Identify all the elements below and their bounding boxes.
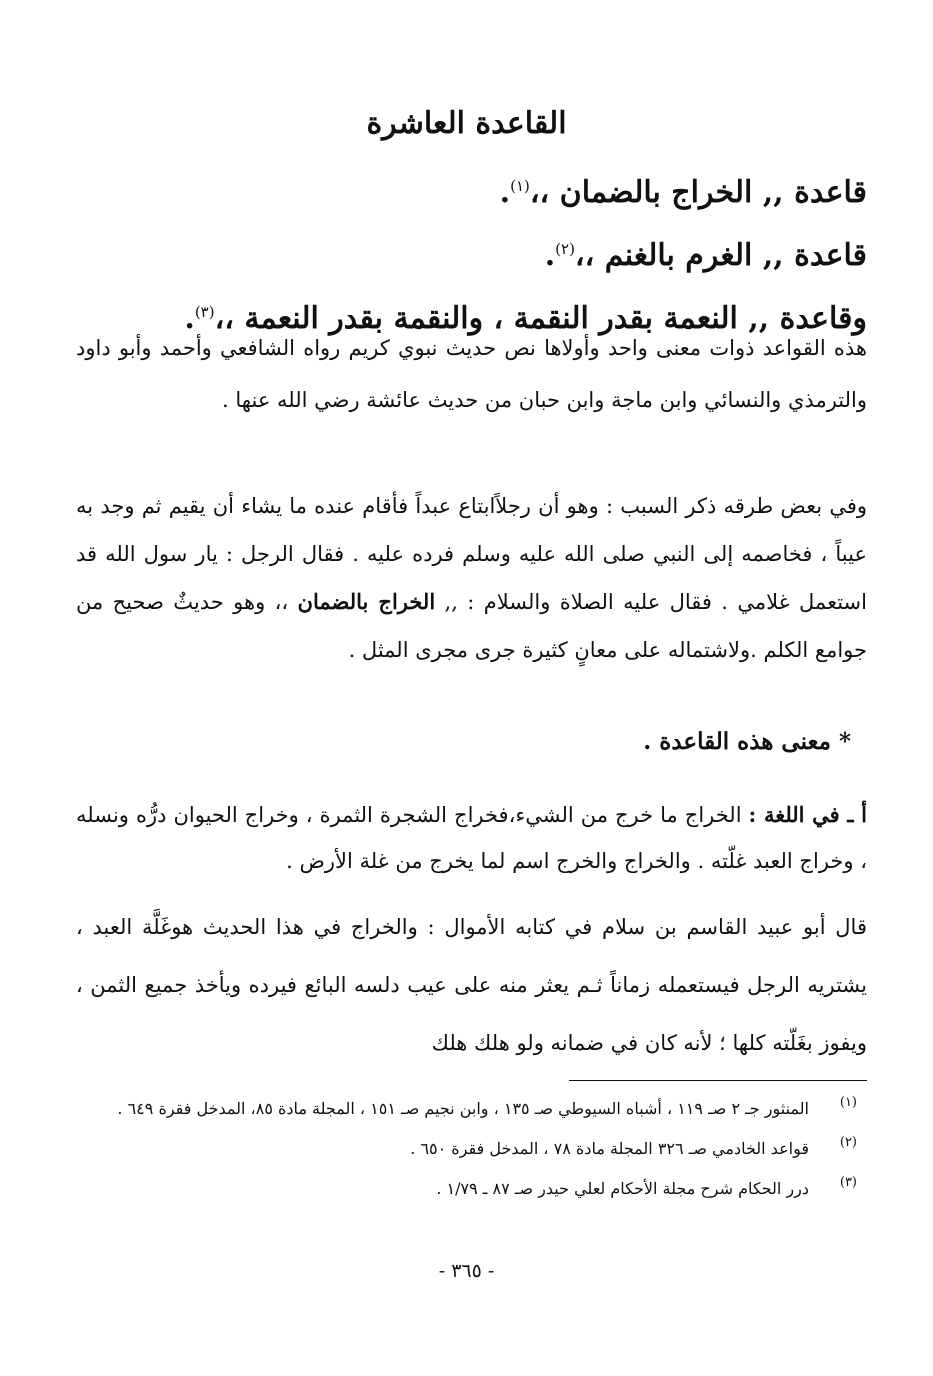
rules-list (60, 158, 867, 347)
rule-ghurm (60, 221, 867, 284)
paragraph-intro: هذه القواعد ذوات معنى واحد وأولاها نص حديث نبوي كريم رواه الشافعي وأحمد وأبو داود والترمذي والنسائي وابن ماجة وابن حبان من حديث عائشة رضي الله عنها . (76, 336, 867, 412)
footnote-number: (٣) (839, 1175, 857, 1190)
rule-text: وقاعدة ,, النعمة بقدر النقمة ، والنقمة بقدر النعمة ،، (214, 301, 867, 336)
rule-text: قاعدة ,, الخراج بالضمان ،، (529, 175, 867, 210)
footnote-item (84, 1092, 857, 1126)
rule-kharaj (60, 158, 867, 221)
rule-end: . (184, 301, 195, 336)
footnote-number: (٢) (839, 1135, 857, 1150)
language-label: أ ـ في اللغة : (748, 802, 867, 827)
page-number: - ٣٦٥ - (438, 1260, 495, 1282)
footnote-text: المنثور جـ ٢ صـ ١١٩ ، أشباه السيوطي صـ ١٣٥ ، وابن نجيم صـ ١٥١ ، المجلة مادة ٨٥، المدخل فقرة ٦٤٩ . (117, 1099, 809, 1118)
paragraph-language (76, 792, 867, 884)
hadith-phrase: الخراج بالضمان (297, 589, 436, 614)
footnote-ref: (٣) (194, 303, 215, 321)
footnote-separator (569, 1080, 867, 1081)
rule-text: قاعدة ,, الغرم بالغنم ،، (574, 238, 867, 273)
paragraph-cause-tail: ،، وهو حديثٌ صحيح من جوامع الكلم .ولاشتماله على معانٍ كثيرة جرى مجرى المثل . (76, 590, 867, 662)
rule-end: . (544, 238, 556, 273)
footnote-ref: (٢) (555, 240, 575, 258)
rule-end: . (499, 175, 511, 210)
footnote-text: قواعد الخادمي صـ ٣٢٦ المجلة مادة ٧٨ ، المدخل فقرة ٦٥٠ . (410, 1139, 809, 1158)
footnote-number: (١) (839, 1095, 857, 1110)
footnote-item (84, 1172, 857, 1206)
chapter-title: القاعدة العاشرة (366, 106, 567, 141)
paragraph-cause-text: وفي بعض طرقه ذكر السبب : وهو أن رجلاًابتاع عبداً فأقام عنده ما يشاء أن يقيم ثم وجد به عيباً ، فخاصمه إلى النبي صلى الله عليه وسلم فرده عليه . فقال الرجل : يار سول الله قد استعمل غلامي . فقال عليه الصلاة والسلام : ,, (76, 494, 867, 614)
language-text: الخراج ما خرج من الشيء،فخراج الشجرة الثمرة ، وخراج الحيوان درُّه ونسله ، وخراج العبد غلّته . والخراج والخرج اسم لما يخرج من غلة الأرض . (76, 803, 867, 873)
paragraph-abu-ubaid: قال أبو عبيد القاسم بن سلام في كتابه الأموال : والخراج في هذا الحديث هوغَلَّة العبد ، يشتريه الرجل فيستعمله زماناً ثـم يعثر منه على عيب دلسه البائع فيرده ويأخذ جميع الثمن ، ويفوز بغَلّته كلها ؛ لأنه كان في ضمانه ولو هلك هلك (76, 915, 867, 1055)
footnote-text: درر الحكام شرح مجلة الأحكام لعلي حيدر صـ ٨٧ ـ ١/٧٩ . (436, 1179, 809, 1198)
footnotes (84, 1092, 857, 1212)
paragraph-cause (76, 482, 867, 674)
footnote-item (84, 1132, 857, 1166)
footnote-ref: (١) (510, 177, 530, 195)
section-heading: * معنى هذه القاعدة . (643, 728, 851, 755)
